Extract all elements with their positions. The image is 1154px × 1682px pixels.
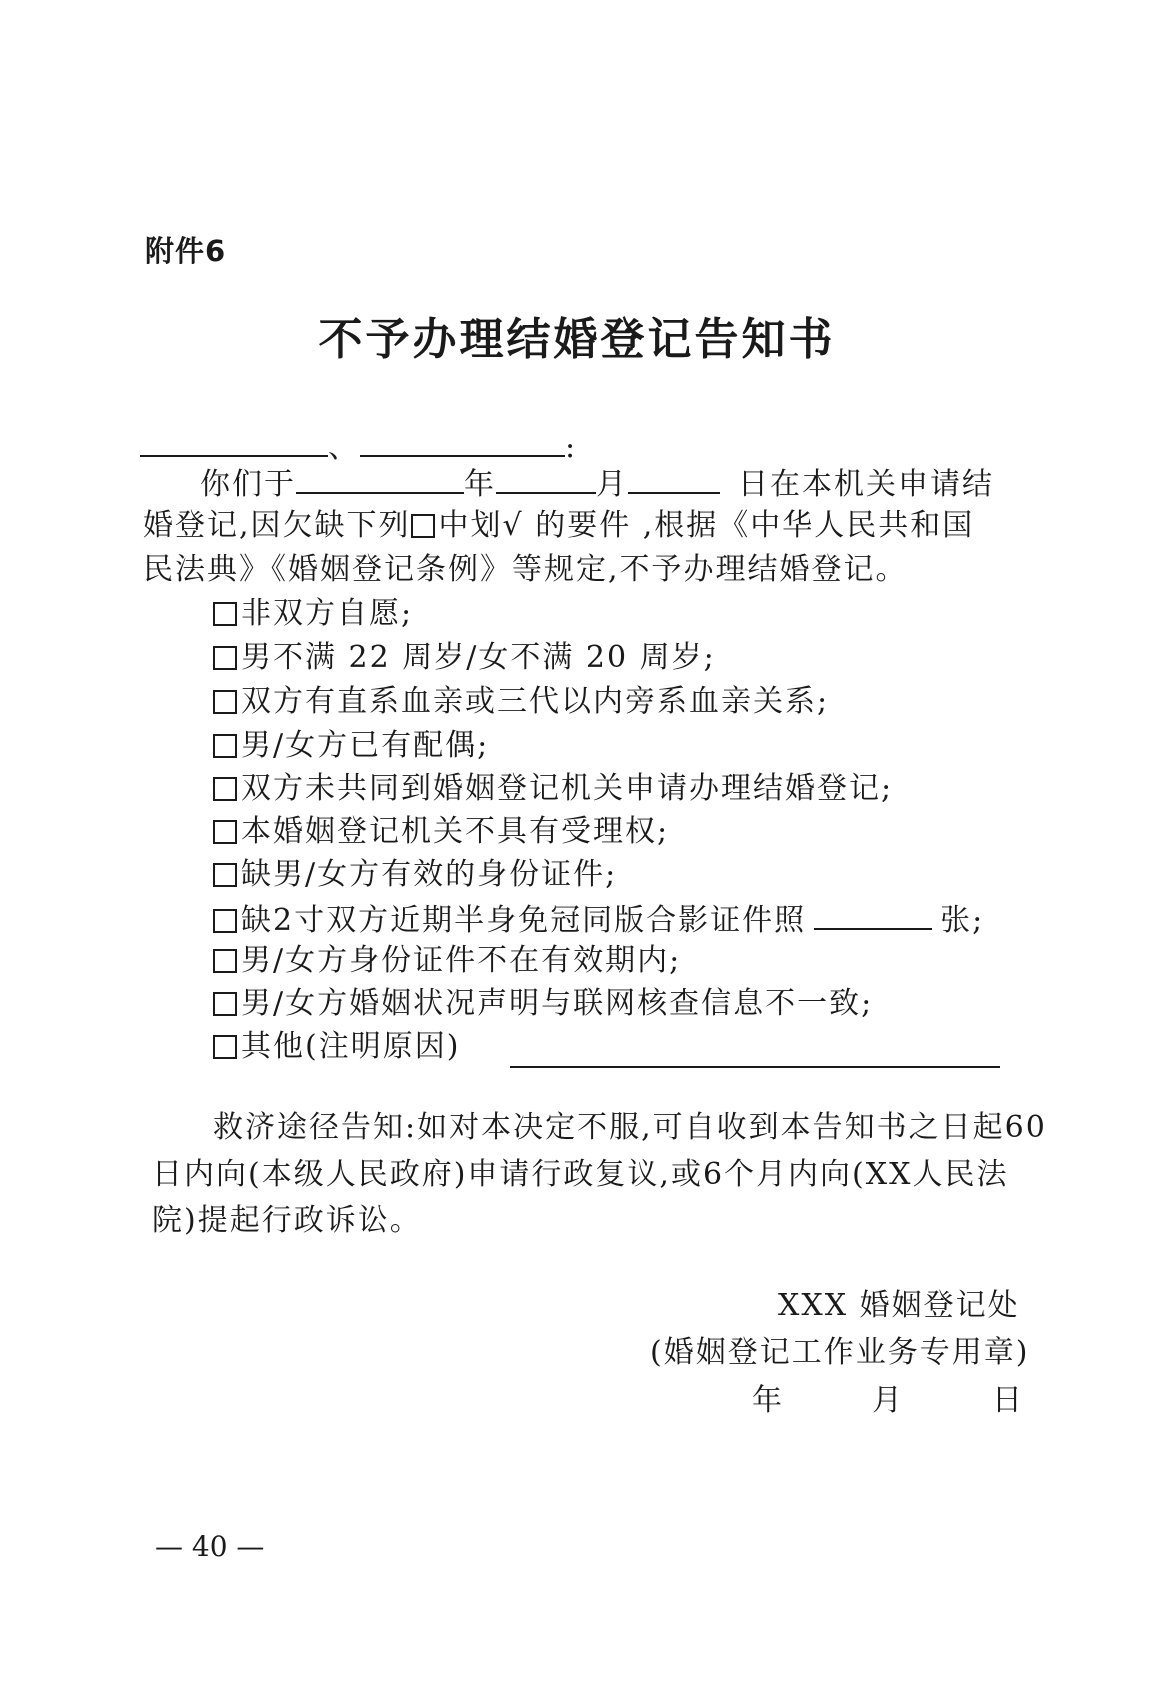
reason-item — [213, 769, 893, 809]
intro-line-2a: 婚登记,因欠缺下列 — [143, 508, 411, 543]
intro-line-3-text: 民法典》《婚姻登记条例》等规定,不予办理结婚登记。 — [143, 552, 908, 587]
reason-item — [213, 984, 873, 1024]
addressee-blank-1[interactable] — [140, 425, 328, 457]
intro-year-label: 年 — [464, 467, 496, 502]
remedy-line-2 — [152, 1155, 1008, 1195]
reason-item — [213, 812, 669, 852]
addressee-colon: : — [565, 430, 578, 465]
page-number: — 40 — — [155, 1530, 265, 1563]
reason-label: 双方未共同到婚姻登记机关申请办理结婚登记; — [241, 771, 894, 806]
reason-label: 缺2寸双方近期半身免冠同版合影证件照 — [241, 903, 807, 938]
date-day-blank[interactable] — [628, 462, 720, 494]
reason-item — [213, 941, 681, 981]
reason-label: 男不满 22 周岁/女不满 20 周岁; — [241, 640, 716, 675]
reason-label: 其他(注明原因) — [241, 1029, 461, 1064]
issue-year-label: 年 — [752, 1383, 784, 1418]
other-reason-blank[interactable] — [510, 1036, 1000, 1068]
issuer-seal: (婚姻登记工作业务专用章) — [650, 1335, 1030, 1370]
reason-label: 男/女方婚姻状况声明与联网核查信息不一致; — [241, 986, 874, 1021]
date-year-blank[interactable] — [296, 462, 464, 494]
intro-month-label: 月 — [596, 467, 628, 502]
reason-checkbox[interactable] — [213, 777, 237, 801]
document-title: 不予办理结婚登记告知书 — [318, 314, 836, 365]
attachment-label: 附件6 — [145, 234, 227, 268]
reason-checkbox[interactable] — [213, 820, 237, 844]
intro-line-1 — [200, 462, 994, 505]
reason-checkbox[interactable] — [213, 949, 237, 973]
remedy-line-1 — [213, 1108, 1047, 1148]
remedy-line-3-text: 院)提起行政诉讼。 — [152, 1203, 422, 1238]
reason-checkbox[interactable] — [213, 734, 237, 758]
intro-line-2 — [143, 506, 974, 546]
reason-label: 男/女方身份证件不在有效期内; — [241, 943, 682, 978]
photo-count-blank[interactable] — [814, 898, 932, 930]
reason-checkbox[interactable] — [213, 863, 237, 887]
intro-day-label: 日在本机关申请结 — [738, 467, 994, 502]
intro-prefix: 你们于 — [200, 467, 296, 502]
reason-label: 男/女方已有配偶; — [241, 728, 490, 763]
intro-line-3 — [143, 550, 908, 590]
date-month-blank[interactable] — [496, 462, 596, 494]
reason-checkbox[interactable] — [213, 646, 237, 670]
checkbox-icon — [411, 514, 435, 538]
reason-label: 非双方自愿; — [241, 596, 414, 631]
reason-checkbox[interactable] — [213, 1035, 237, 1059]
reason-checkbox[interactable] — [213, 602, 237, 626]
reason-item — [213, 898, 984, 941]
reason-label: 双方有直系血亲或三代以内旁系血亲关系; — [241, 684, 830, 719]
reason-item — [213, 682, 829, 722]
remedy-line-2-text: 日内向(本级人民政府)申请行政复议,或6个月内向(XX人民法 — [152, 1157, 1009, 1192]
reason-item — [213, 855, 617, 895]
issue-day-label: 日 — [992, 1383, 1024, 1418]
reason-suffix: 张; — [940, 903, 985, 938]
intro-line-2b: 中划√ 的要件 ,根据《中华人民共和国 — [438, 508, 975, 543]
reason-label: 本婚姻登记机关不具有受理权; — [241, 814, 670, 849]
addressee-blank-2[interactable] — [360, 425, 565, 457]
issue-month-label: 月 — [872, 1383, 904, 1418]
reason-item — [213, 726, 489, 766]
reason-item — [213, 638, 716, 678]
remedy-line-1-text: 救济途径告知:如对本决定不服,可自收到本告知书之日起60 — [213, 1110, 1047, 1145]
addressee-separator: 、 — [328, 430, 360, 465]
remedy-line-3 — [152, 1201, 422, 1241]
reason-checkbox[interactable] — [213, 909, 237, 933]
issue-date — [752, 1381, 1024, 1421]
reason-item — [213, 594, 413, 634]
issuer-office: XXX 婚姻登记处 — [778, 1288, 1020, 1323]
reason-checkbox[interactable] — [213, 992, 237, 1016]
reason-label: 缺男/女方有效的身份证件; — [241, 857, 618, 892]
reason-checkbox[interactable] — [213, 690, 237, 714]
reason-item — [213, 1027, 460, 1067]
